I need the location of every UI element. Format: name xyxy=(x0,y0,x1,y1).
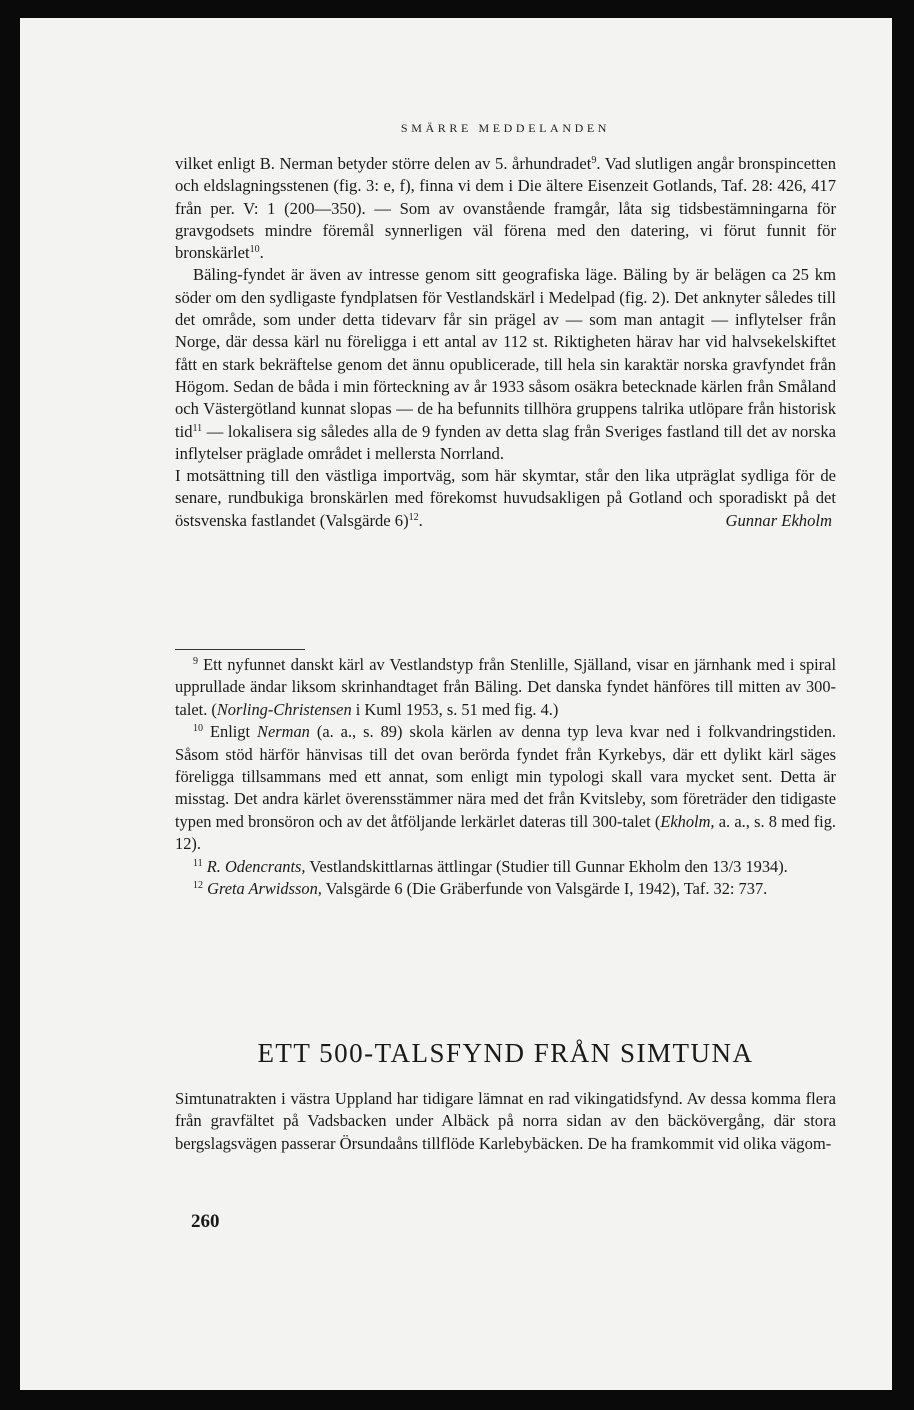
page-number: 260 xyxy=(191,1211,220,1232)
footnote-11: $^{11}$ R. Odencrants, Vestlandskittlarnas ättlingar (Studier till Gunnar Ekholm den 13/3 1934). xyxy=(193,856,788,876)
article-title: ETT 500-TALSFYND FRÅN SIMTUNA xyxy=(257,1038,754,1068)
document-page xyxy=(20,18,892,1390)
footnote-ref-12: 12 xyxy=(408,511,419,523)
footnote-ref-10: 10 xyxy=(249,244,260,256)
article-paragraph-1: Simtunatrakten i västra Uppland har tidigare lämnat en rad vikingatidsfynd. Av dessa komma flera från gravfältet på Vadsbacken under Albäck på norra sidan av den bäckövergång, där stora bergslagsvägen passerar Örsundaåns tillflöde Karlebybäcken. De ha framkommit vid olika vägom- xyxy=(175,1089,836,1153)
paragraph-2: Bäling-fyndet är även av intresse genom sitt geografiska läge. Bäling by är belägen ca 25 km söder om den sydligaste fyndplatsen för Vestlandskärl i Medelpad (fig. 2). Det anknyter således till det område, som under detta tidevarv får sin prägel av — som man antagit — inflytelser från Norge, där dessa kärl nu föreligga i ett antal av 112 st. Riktigheten härav har vid halvsekelskiftet fått en stark bekräftelse genom det ännu opublicerade, till hela sin karaktär norska gravfyndet från Högom. Sedan de båda i min förteckning av år 1933 såsom osäkra betecknade kärlen från Småland och Västergötland kunnat slopas — de ha befunnits tillhöra gruppens talrika utlöpare från historisk tid$^{11}$ — lokalisera sig således alla de 9 fynden av detta slag från Sveriges fastland till det av norska inflytelser präglade området i mellersta Norrland. xyxy=(175,265,836,463)
footnote-rule xyxy=(175,649,305,650)
footnote-9: $^9$ Ett nyfunnet danskt kärl av Vestlandstyp från Stenlille, Själland, visar en järnhank med i spiral upprullade ändar liksom skrinhandtaget från Bäling. Det danska fyndet hänföres till mitten av 300-talet. (Norling-Christensen i Kuml 1953, s. 51 med fig. 4.) xyxy=(175,655,836,719)
paragraph-3: I motsättning till den västliga importväg, som här skymtar, står den lika utpräglat sydliga för de senare, rundbukiga bronskärlen med förekomst huvudsakligen på Gotland och sporadiskt på det östsvenska fastlandet (Valsgärde 6)$^{12}$. xyxy=(175,466,836,530)
footnote-ref-9: 9 xyxy=(591,155,597,166)
footnote-ref-11: 11 xyxy=(192,422,203,434)
main-text xyxy=(175,153,836,532)
author-signature: Gunnar Ekholm xyxy=(725,510,832,530)
footnote-12: $^{12}$ Greta Arwidsson, Valsgärde 6 (Die Gräberfunde von Valsgärde I, 1942), Taf. 32: 737. xyxy=(193,879,768,899)
paragraph-1: vilket enligt B. Nerman betyder större delen av 5. århundradet$^9$. Vad slutligen angår bronspincetten och eldslagningsstenen (fig. 3: e, f), finna vi dem i Die ältere Eisenzeit Gotlands, Taf. 28: 426, 417 från per. V: 1 (200—350). — Som av ovanstående framgår, låta sig tidsbestämningarna för gravgodsets mindre föremål synnerligen väl förena med den datering, vi förut funnit för bronskärlet$^{10}$. xyxy=(175,154,836,263)
running-header: SMÄRRE MEDDELANDEN xyxy=(400,121,611,135)
article-text xyxy=(175,1088,836,1155)
footnotes xyxy=(175,654,836,900)
footnote-10: $^{10}$ Enligt Nerman (a. a., s. 89) skola kärlen av denna typ leva kvar ned i folkvandringstiden. Såsom stöd härför hänvisas till det ovan berörda fyndet från Kyrkebys, där ett dylikt kärl säges föreligga tillsammans med ett annat, som enligt min typologi skall vara mycket sent. Detta är misstag. Det andra kärlet överensstämmer nära med det från Kvitsleby, som företräder den tidigaste typen med bronsöron och av det åtföljande lerkärlet dateras till 300-talet (Ekholm, a. a., s. 8 med fig. 12). xyxy=(175,722,836,854)
